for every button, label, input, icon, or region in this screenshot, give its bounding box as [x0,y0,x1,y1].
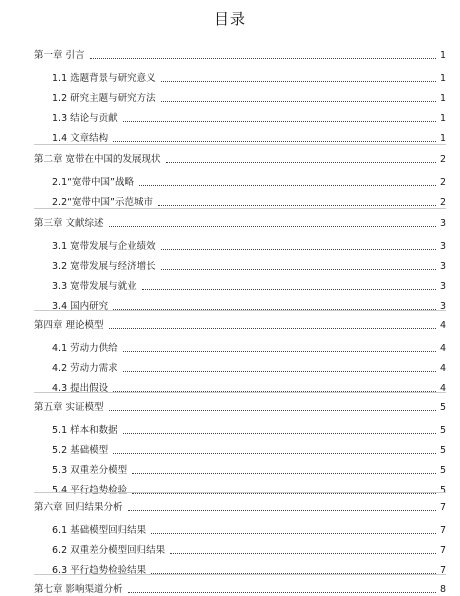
section-title: 3.4 国内研究 [52,301,109,312]
page-number: 7 [439,525,446,536]
page-number: 2 [439,177,446,188]
chapter-title: 第七章 影响渠道分析 [34,584,123,595]
dot-leader [151,532,436,534]
dot-leader [128,591,436,593]
page-number: 2 [439,154,446,165]
section-entry[interactable] [52,173,446,189]
dot-leader [109,409,436,411]
section-entry[interactable] [52,89,446,105]
page-number: 4 [439,343,446,354]
dot-leader [132,472,436,474]
chapter-title: 第五章 实证模型 [34,402,104,413]
section-entry[interactable] [52,461,446,477]
section-title: 3.2 宽带发展与经济增长 [52,261,156,272]
chapter-divider [34,310,446,311]
section-title: 1.1 选题背景与研究意义 [52,73,156,84]
chapter-entry[interactable] [34,398,446,414]
section-entry[interactable] [52,541,446,557]
section-title: 5.2 基础模型 [52,445,109,456]
chapter-entry[interactable] [34,214,446,230]
section-entry[interactable] [52,339,446,355]
page-number: 1 [439,113,446,124]
page-number: 5 [439,465,446,476]
page-number: 8 [439,584,446,595]
page-number: 2 [439,197,446,208]
section-title: 6.1 基础模型回归结果 [52,525,147,536]
section-title: 4.1 劳动力供给 [52,343,118,354]
section-title: 1.3 结论与贡献 [52,113,118,124]
page-number: 3 [439,241,446,252]
chapter-divider [34,574,446,575]
dot-leader [158,204,436,206]
section-entry[interactable] [52,193,446,209]
dot-leader [109,225,436,227]
section-title: 6.3 平行趋势检验结果 [52,565,147,576]
dot-leader [142,288,436,290]
chapter-title: 第三章 文献综述 [34,218,104,229]
section-entry[interactable] [52,129,446,145]
page-number: 3 [439,218,446,229]
dot-leader [113,452,436,454]
chapter-divider [34,492,446,493]
dot-leader [170,552,436,554]
section-title: 3.3 宽带发展与就业 [52,281,137,292]
dot-leader [128,509,436,511]
section-entry[interactable] [52,441,446,457]
section-entry[interactable] [52,257,446,273]
dot-leader [109,327,436,329]
section-title: 5.1 样本和数据 [52,425,118,436]
dot-leader [123,350,436,352]
dot-leader [161,248,436,250]
chapter-title: 第一章 引言 [34,50,85,61]
section-entry[interactable] [52,109,446,125]
page-number: 4 [439,320,446,331]
page-number: 1 [439,73,446,84]
section-title: 1.4 文章结构 [52,133,109,144]
page-number: 5 [439,445,446,456]
page-number: 1 [439,133,446,144]
section-entry[interactable] [52,521,446,537]
dot-leader [166,161,436,163]
section-entry[interactable] [52,277,446,293]
section-title: 2.1“宽带中国”战略 [52,177,134,188]
dot-leader [161,100,436,102]
section-entry[interactable] [52,69,446,85]
chapter-entry[interactable] [34,150,446,166]
page-number: 4 [439,383,446,394]
section-title: 6.2 双重差分模型回归结果 [52,545,166,556]
page-number: 3 [439,301,446,312]
chapter-entry[interactable] [34,316,446,332]
chapter-divider [34,392,446,393]
section-entry[interactable] [52,481,446,497]
section-title: 1.2 研究主题与研究方法 [52,93,156,104]
dot-leader [139,184,436,186]
section-entry[interactable] [52,237,446,253]
page-number: 7 [439,545,446,556]
section-title: 4.2 劳动力需求 [52,363,118,374]
chapter-entry[interactable] [34,498,446,514]
chapter-entry[interactable] [34,580,446,596]
dot-leader [161,80,436,82]
dot-leader [123,120,436,122]
section-title: 5.3 双重差分模型 [52,465,128,476]
page-number: 7 [439,565,446,576]
chapter-title: 第二章 宽带在中国的发展现状 [34,154,161,165]
section-title: 2.2“宽带中国”示范城市 [52,197,153,208]
page-number: 3 [439,281,446,292]
dot-leader [113,140,436,142]
section-entry[interactable] [52,421,446,437]
section-title: 5.4 平行趋势检验 [52,485,128,496]
dot-leader [90,57,436,59]
section-entry[interactable] [52,359,446,375]
chapter-entry[interactable] [34,46,446,62]
chapter-title: 第四章 理论模型 [34,320,104,331]
chapter-title: 第六章 回归结果分析 [34,502,123,513]
page-number: 1 [439,93,446,104]
chapter-divider [34,208,446,209]
section-title: 4.3 提出假设 [52,383,109,394]
dot-leader [123,370,436,372]
page-number: 1 [439,50,446,61]
section-title: 3.1 宽带发展与企业绩效 [52,241,156,252]
chapter-divider [34,144,446,145]
page-title: 目录 [213,10,246,28]
dot-leader [123,432,436,434]
page-number: 3 [439,261,446,272]
dot-leader [161,268,436,270]
page-number: 7 [439,502,446,513]
page-number: 5 [439,485,446,496]
page-number: 4 [439,363,446,374]
page-number: 5 [439,425,446,436]
page-number: 5 [439,402,446,413]
